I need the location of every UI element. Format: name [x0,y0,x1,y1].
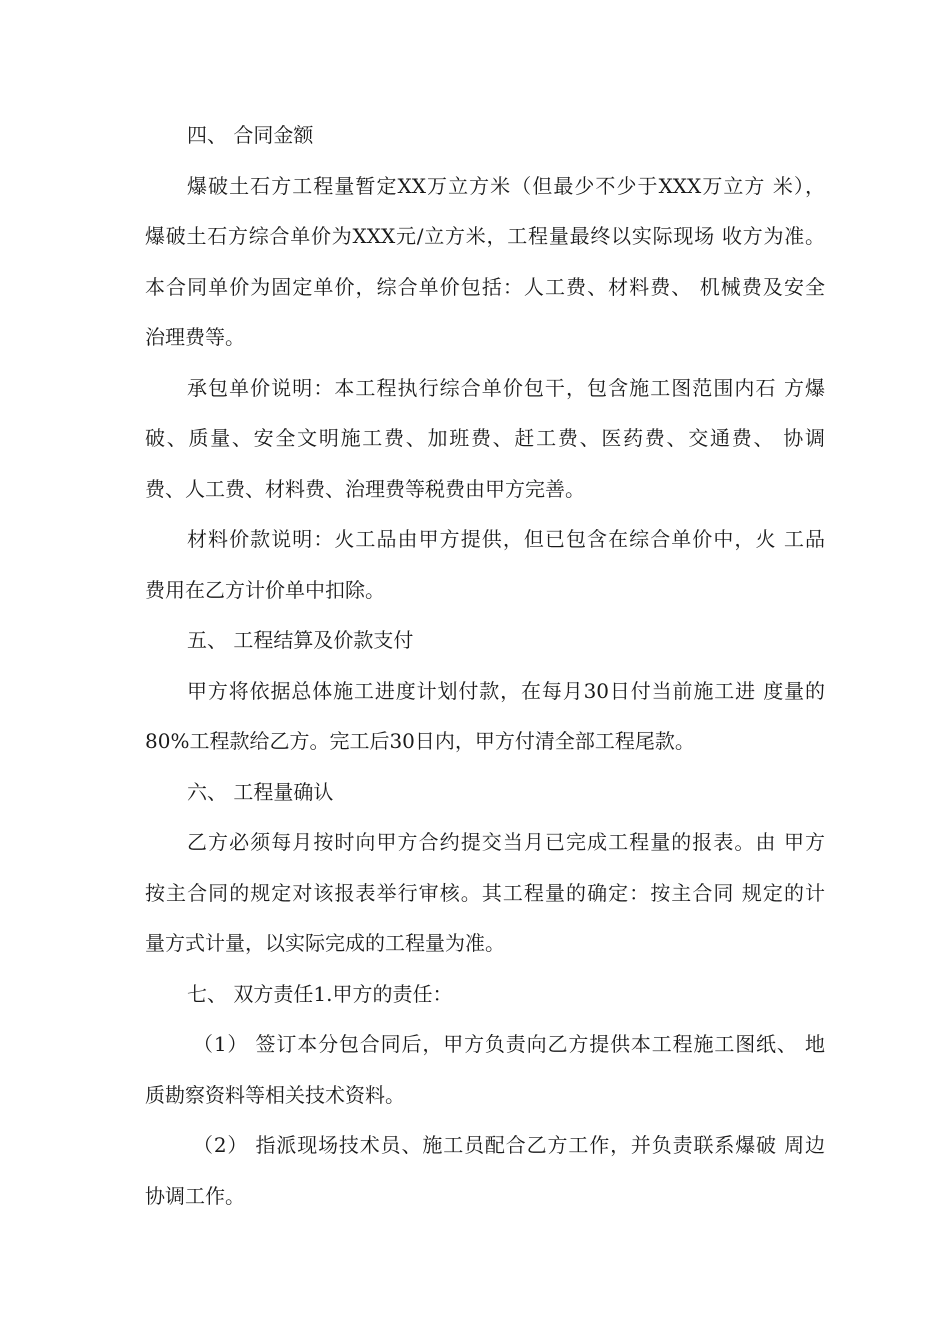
paragraph-line: 本合同单价为固定单价，综合单价包括：人工费、材料费、 机械费及安全 [145,274,825,299]
paragraph-line: 量方式计量，以实际完成的工程量为准。 [145,931,505,955]
paragraph-line: 甲方将依据总体施工进度计划付款，在每月30日付当前施工进 度量的 [187,678,825,703]
section-heading-settlement-payment: 五、 工程结算及价款支付 [187,628,414,652]
paragraph-line: 材料价款说明：火工品由甲方提供，但已包含在综合单价中，火 工品 [187,527,825,551]
paragraph-line: 协调工作。 [145,1183,245,1208]
document-body [145,110,825,1221]
paragraph-line: （1） 签订本分包合同后，甲方负责向乙方提供本工程施工图纸、 地 [193,1032,825,1056]
paragraph-line: 爆破土石方综合单价为XXX元/立方米，工程量最终以实际现场 收方为准。 [145,224,825,248]
paragraph-line: 承包单价说明：本工程执行综合单价包干，包含施工图范围内石 方爆 [187,375,825,400]
paragraph-line: 破、质量、安全文明施工费、加班费、赶工费、医药费、交通费、 协调 [145,426,825,450]
paragraph-line: 治理费等。 [145,325,245,349]
paragraph-unit-price-note [145,363,825,515]
paragraph-line: 质勘察资料等相关技术资料。 [145,1082,405,1107]
paragraph-quantity-report [145,817,825,969]
paragraph-line: 按主合同的规定对该报表举行审核。其工程量的确定：按主合同 规定的计 [145,880,825,905]
paragraph-material-price-note [145,514,825,615]
paragraph-line: （2） 指派现场技术员、施工员配合乙方工作，并负责联系爆破 周边 [193,1133,825,1157]
paragraph-payment [145,666,825,767]
paragraph-quantity-price [145,161,825,363]
paragraph-line: 费用在乙方计价单中扣除。 [145,577,385,602]
paragraph-line: 乙方必须每月按时向甲方合约提交当月已完成工程量的报表。由 甲方 [187,830,825,854]
paragraph-line: 80%工程款给乙方。完工后30日内，甲方付清全部工程尾款。 [145,729,695,753]
section-heading-responsibilities: 七、 双方责任1.甲方的责任： [187,981,453,1006]
section-heading-contract-amount: 四、 合同金额 [187,123,314,147]
paragraph-line: 费、人工费、材料费、治理费等税费由甲方完善。 [145,476,585,501]
section-heading-quantity-confirmation: 六、 工程量确认 [187,779,334,804]
paragraph-line: 爆破土石方工程量暂定XX万立方米（但最少不少于XXX万立方 米）， [187,173,825,198]
list-item-responsibility-1 [145,1019,825,1120]
list-item-responsibility-2 [145,1120,825,1221]
